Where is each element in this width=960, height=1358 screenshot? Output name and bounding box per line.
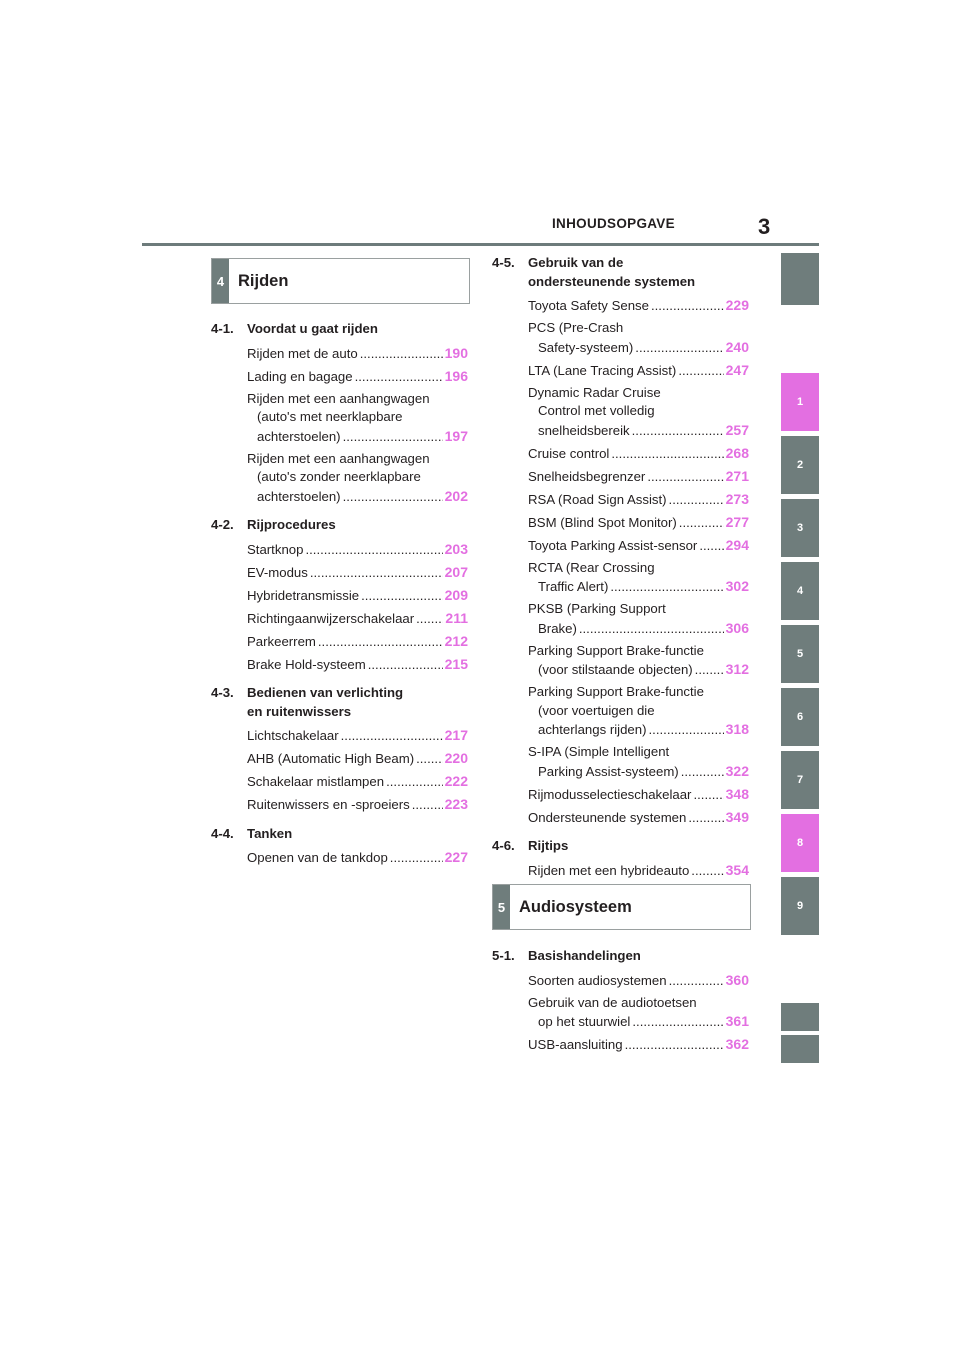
toc-leader-dots: [695, 661, 724, 680]
toc-entry[interactable]: [528, 971, 749, 991]
toc-group-title: Basishandelingen: [528, 948, 641, 963]
toc-entry-label: Dynamic Radar Cruise: [528, 384, 661, 400]
toc-entry-label: S-IPA (Simple Intelligent: [528, 744, 670, 759]
chapter-tab[interactable]: 7: [781, 751, 819, 809]
toc-entry[interactable]: [247, 540, 468, 560]
toc-entry[interactable]: [247, 563, 468, 583]
toc-page-link[interactable]: 302: [725, 578, 749, 594]
toc-entry-label: Richtingaanwijzerschakelaar: [247, 610, 415, 626]
toc-group: [211, 516, 468, 674]
toc-leader-dots: [610, 578, 723, 597]
toc-leader-dots: [416, 750, 443, 769]
toc-entry[interactable]: [247, 586, 468, 606]
toc-entry-label: achterlangs rijden): [538, 722, 647, 737]
toc-group-heading: [211, 516, 468, 535]
toc-leader-dots: [649, 721, 724, 740]
toc-entry-label: Rijmodusselectieschakelaar: [528, 786, 692, 802]
toc-entry-label: Rijden met een hybrideauto: [528, 862, 690, 878]
toc-leader-dots: [368, 656, 443, 675]
toc-entry-label: Rijden met de auto: [247, 345, 358, 361]
toc-group: [492, 254, 749, 827]
toc-page-link[interactable]: 312: [725, 661, 749, 677]
toc-leader-dots: [355, 368, 443, 387]
toc-entry[interactable]: [528, 1035, 749, 1055]
toc-entry-label: op het stuurwiel: [538, 1014, 631, 1029]
toc-group-heading: [492, 254, 749, 291]
toc-entry-label: Lading en bagage: [247, 368, 353, 384]
toc-entry[interactable]: [247, 367, 468, 387]
toc-leader-dots: [318, 633, 443, 652]
toc-entry-label: RSA (Road Sign Assist): [528, 491, 667, 507]
toc-entry-label: PCS (Pre-Crash: [528, 320, 624, 335]
toc-right-column: [492, 254, 749, 913]
toc-leader-dots: [343, 428, 443, 447]
toc-entry[interactable]: [247, 655, 468, 675]
toc-group-heading: [211, 684, 468, 721]
toc-entry[interactable]: [528, 785, 749, 805]
toc-entry[interactable]: [247, 344, 468, 364]
running-header-title: INHOUDSOPGAVE: [552, 216, 675, 231]
toc-page-link[interactable]: 211: [445, 609, 468, 626]
toc-entry-label: LTA (Lane Tracing Assist): [528, 362, 677, 378]
toc-entry-label: Snelheidsbegrenzer: [528, 468, 646, 484]
toc-group-title: Gebruik van de: [528, 255, 624, 270]
chapter-tab[interactable]: 4: [781, 562, 819, 620]
section-4-box: [211, 258, 470, 304]
toc-leader-dots: [611, 445, 723, 464]
toc-entry-label: Rijden met een aanhangwagen: [247, 450, 430, 466]
toc-entry[interactable]: [247, 609, 468, 629]
toc-leader-dots: [678, 362, 723, 381]
toc-leader-dots: [343, 488, 443, 507]
toc-page-link[interactable]: 240: [725, 338, 749, 355]
toc-entry-label: Toyota Parking Assist-sensor: [528, 537, 698, 553]
toc-leader-dots: [579, 620, 724, 639]
toc-entry-label: EV-modus: [247, 564, 308, 580]
toc-group: [211, 684, 468, 815]
toc-page-link[interactable]: 268: [725, 444, 749, 461]
toc-leader-dots: [688, 809, 723, 828]
toc-entry-label: Control met volledig: [538, 403, 655, 418]
toc-leader-dots: [310, 564, 443, 583]
toc-group-title: Rijtips: [528, 838, 569, 853]
toc-group-title-line2: ondersteunende systemen: [528, 273, 696, 289]
toc-group-heading: [492, 837, 749, 856]
toc-leader-dots: [412, 796, 443, 815]
toc-page-link[interactable]: 202: [444, 487, 468, 504]
toc-entry-label: Schakelaar mistlampen: [247, 774, 385, 789]
chapter-tab[interactable]: [781, 253, 819, 305]
toc-page-link[interactable]: 215: [444, 655, 468, 672]
toc-entry[interactable]: [528, 444, 749, 464]
chapter-tab[interactable]: 9: [781, 877, 819, 935]
toc-entry-label: Parking Support Brake-functie: [528, 642, 704, 658]
toc-entry-label: (auto's met neerklapbare: [257, 409, 403, 424]
toc-group-heading: [211, 825, 468, 844]
toc-group-title: Voordat u gaat rijden: [247, 321, 378, 336]
toc-page-link[interactable]: 196: [444, 367, 468, 384]
toc-group-title: Bedienen van verlichting: [247, 685, 404, 700]
toc-entry[interactable]: [528, 490, 749, 510]
toc-group: [492, 947, 749, 1055]
toc-entry[interactable]: [528, 559, 749, 597]
toc-leader-dots: [341, 727, 443, 746]
toc-entry-label: Toyota Safety Sense: [528, 298, 649, 313]
toc-group-heading: [211, 320, 468, 339]
toc-leader-dots: [635, 339, 723, 358]
toc-page-link[interactable]: 197: [444, 427, 468, 444]
toc-leader-dots: [679, 514, 724, 533]
toc-entry-label: Ondersteunende systemen: [528, 809, 687, 825]
toc-group-number: 4-4.: [211, 825, 234, 841]
toc-group-title: Tanken: [247, 825, 293, 841]
toc-group-number: 4-5.: [492, 255, 515, 270]
toc-leader-dots: [651, 297, 724, 316]
toc-page-link[interactable]: 209: [444, 586, 468, 603]
chapter-tab[interactable]: [781, 1035, 819, 1063]
toc-group-title: Rijprocedures: [247, 517, 336, 532]
toc-leader-dots: [361, 587, 443, 606]
toc-entry-label: Brake Hold-systeem: [247, 656, 366, 672]
toc-entry-label: Cruise control: [528, 445, 610, 461]
chapter-tab[interactable]: 5: [781, 625, 819, 683]
toc-group: [211, 825, 468, 868]
toc-entry-label: Traffic Alert): [538, 579, 609, 594]
toc-entry-label: Openen van de tankdop: [247, 850, 388, 865]
page-number: 3: [758, 214, 771, 239]
toc-entry[interactable]: [528, 319, 749, 357]
section-5-title: Audiosysteem: [519, 898, 632, 916]
toc-entry[interactable]: [247, 726, 468, 746]
section-4-number: 4: [212, 259, 229, 303]
toc-page-link[interactable]: 273: [725, 490, 749, 507]
toc-group-heading: [492, 947, 749, 966]
toc-page-link[interactable]: 354: [725, 861, 749, 878]
toc-entry-label: Parkeerrem: [247, 633, 316, 649]
toc-entry-label: Rijden met een aanhangwagen: [247, 390, 430, 406]
toc-leader-dots: [360, 345, 443, 364]
toc-page-link[interactable]: 227: [444, 849, 468, 865]
toc-entry-label: Lichtschakelaar: [247, 728, 339, 743]
toc-page-link[interactable]: 322: [725, 762, 749, 779]
toc-entry-label: BSM (Blind Spot Monitor): [528, 514, 677, 530]
toc-group-number: 5-1.: [492, 948, 515, 963]
toc-entry-label: Hybridetransmissie: [247, 587, 360, 603]
toc-page-link[interactable]: 349: [725, 808, 749, 825]
chapter-tab[interactable]: 2: [781, 436, 819, 494]
toc-entry-label: Parking Support Brake-functie: [528, 684, 704, 699]
toc-page-link[interactable]: 229: [725, 297, 749, 313]
toc-leader-dots: [681, 763, 724, 782]
toc-page-link[interactable]: 223: [444, 796, 468, 812]
toc-leader-dots: [390, 849, 443, 868]
toc-entry-label: Ruitenwissers en -sproeiers: [247, 797, 410, 812]
toc-page-link[interactable]: 271: [725, 467, 749, 484]
toc-leader-dots: [632, 1013, 723, 1032]
toc-entry[interactable]: [247, 795, 468, 815]
toc-entry-label: snelheidsbereik: [538, 422, 630, 438]
toc-page-link[interactable]: 277: [725, 513, 749, 530]
toc-entry[interactable]: [247, 749, 468, 769]
toc-entry-label: Soorten audiosystemen: [528, 972, 667, 988]
toc-entry-label: (voor voertuigen die: [538, 702, 655, 718]
toc-page-link[interactable]: 318: [725, 721, 749, 737]
chapter-tab[interactable]: 8: [781, 814, 819, 872]
toc-entry[interactable]: [528, 642, 749, 680]
toc-group-number: 4-1.: [211, 321, 234, 336]
toc-page-link[interactable]: 257: [725, 421, 749, 438]
toc-left-column: [211, 320, 468, 878]
toc-entry[interactable]: [528, 296, 749, 316]
toc-leader-dots: [669, 491, 724, 510]
toc-entry[interactable]: [247, 848, 468, 868]
toc-page-link[interactable]: 348: [725, 785, 749, 802]
toc-page-link[interactable]: 207: [444, 563, 468, 580]
toc-page-link[interactable]: 212: [444, 632, 468, 649]
toc-entry-label: Startknop: [247, 541, 304, 557]
section-4-title: Rijden: [238, 272, 289, 290]
toc-entry[interactable]: [528, 994, 749, 1032]
toc-leader-dots: [625, 1036, 724, 1055]
toc-entry-label: (auto's zonder neerklapbare: [257, 469, 421, 484]
toc-entry[interactable]: [247, 450, 468, 507]
toc-entry-label: AHB (Automatic High Beam): [247, 751, 415, 766]
toc-leader-dots: [305, 541, 442, 560]
toc-group-title-line2: en ruitenwissers: [247, 703, 352, 719]
toc-entry[interactable]: [528, 808, 749, 828]
toc-leader-dots: [632, 422, 724, 441]
toc-page-link[interactable]: 203: [444, 540, 468, 557]
toc-group-number: 4-6.: [492, 838, 515, 853]
toc-entry-label: USB-aansluiting: [528, 1037, 623, 1052]
section-5-number: 5: [493, 885, 510, 929]
toc-entry-label: Gebruik van de audiotoetsen: [528, 994, 697, 1010]
toc-leader-dots: [699, 537, 723, 556]
toc-leader-dots: [386, 773, 443, 792]
section-5-box: [492, 884, 751, 930]
toc-leader-dots: [691, 862, 723, 881]
toc-page-link[interactable]: 361: [725, 1013, 749, 1029]
toc-entry[interactable]: [247, 632, 468, 652]
toc-entry[interactable]: [247, 390, 468, 447]
toc-group-number: 4-2.: [211, 517, 234, 532]
toc-entry[interactable]: [528, 536, 749, 556]
toc-page-link[interactable]: 190: [444, 344, 468, 361]
toc-entry-label: RCTA (Rear Crossing: [528, 559, 655, 575]
toc-leader-dots: [693, 786, 723, 805]
toc-entry-label: Brake): [538, 620, 577, 636]
chapter-tab[interactable]: [781, 1003, 819, 1031]
toc-entry[interactable]: [528, 861, 749, 881]
chapter-tab[interactable]: 1: [781, 373, 819, 431]
toc-page-link[interactable]: 220: [444, 750, 468, 766]
toc-entry[interactable]: [528, 361, 749, 381]
toc-leader-dots: [647, 468, 723, 487]
toc-leader-dots: [416, 610, 443, 629]
toc-entry[interactable]: [528, 683, 749, 740]
chapter-tab[interactable]: 3: [781, 499, 819, 557]
toc-page-link[interactable]: 294: [725, 536, 749, 553]
toc-entry[interactable]: [528, 513, 749, 533]
toc-group: [211, 320, 468, 506]
toc-page-link[interactable]: 222: [444, 773, 468, 789]
toc-entry[interactable]: [528, 600, 749, 638]
toc-entry-label: PKSB (Parking Support: [528, 601, 666, 616]
chapter-tab[interactable]: 6: [781, 688, 819, 746]
toc-group-number: 4-3.: [211, 685, 234, 700]
toc-entry[interactable]: [528, 743, 749, 781]
toc-entry-label: achterstoelen): [257, 488, 341, 504]
toc-entry-label: Parking Assist-systeem): [538, 763, 679, 779]
toc-entry[interactable]: [528, 467, 749, 487]
toc-page-link[interactable]: 306: [725, 619, 749, 636]
toc-page-link[interactable]: 217: [444, 727, 468, 743]
toc-page-link[interactable]: 360: [725, 971, 749, 988]
header-rule: [142, 243, 819, 246]
toc-entry-label: achterstoelen): [257, 428, 341, 444]
toc-page-link[interactable]: 247: [725, 361, 749, 378]
toc-entry[interactable]: [528, 384, 749, 441]
toc-entry[interactable]: [247, 772, 468, 792]
toc-leader-dots: [669, 972, 724, 991]
toc-right-column-2: [492, 947, 749, 1065]
toc-entry-label: (voor stilstaande objecten): [538, 662, 693, 677]
toc-entry-label: Safety-systeem): [538, 339, 634, 355]
toc-page-link[interactable]: 362: [725, 1036, 749, 1052]
